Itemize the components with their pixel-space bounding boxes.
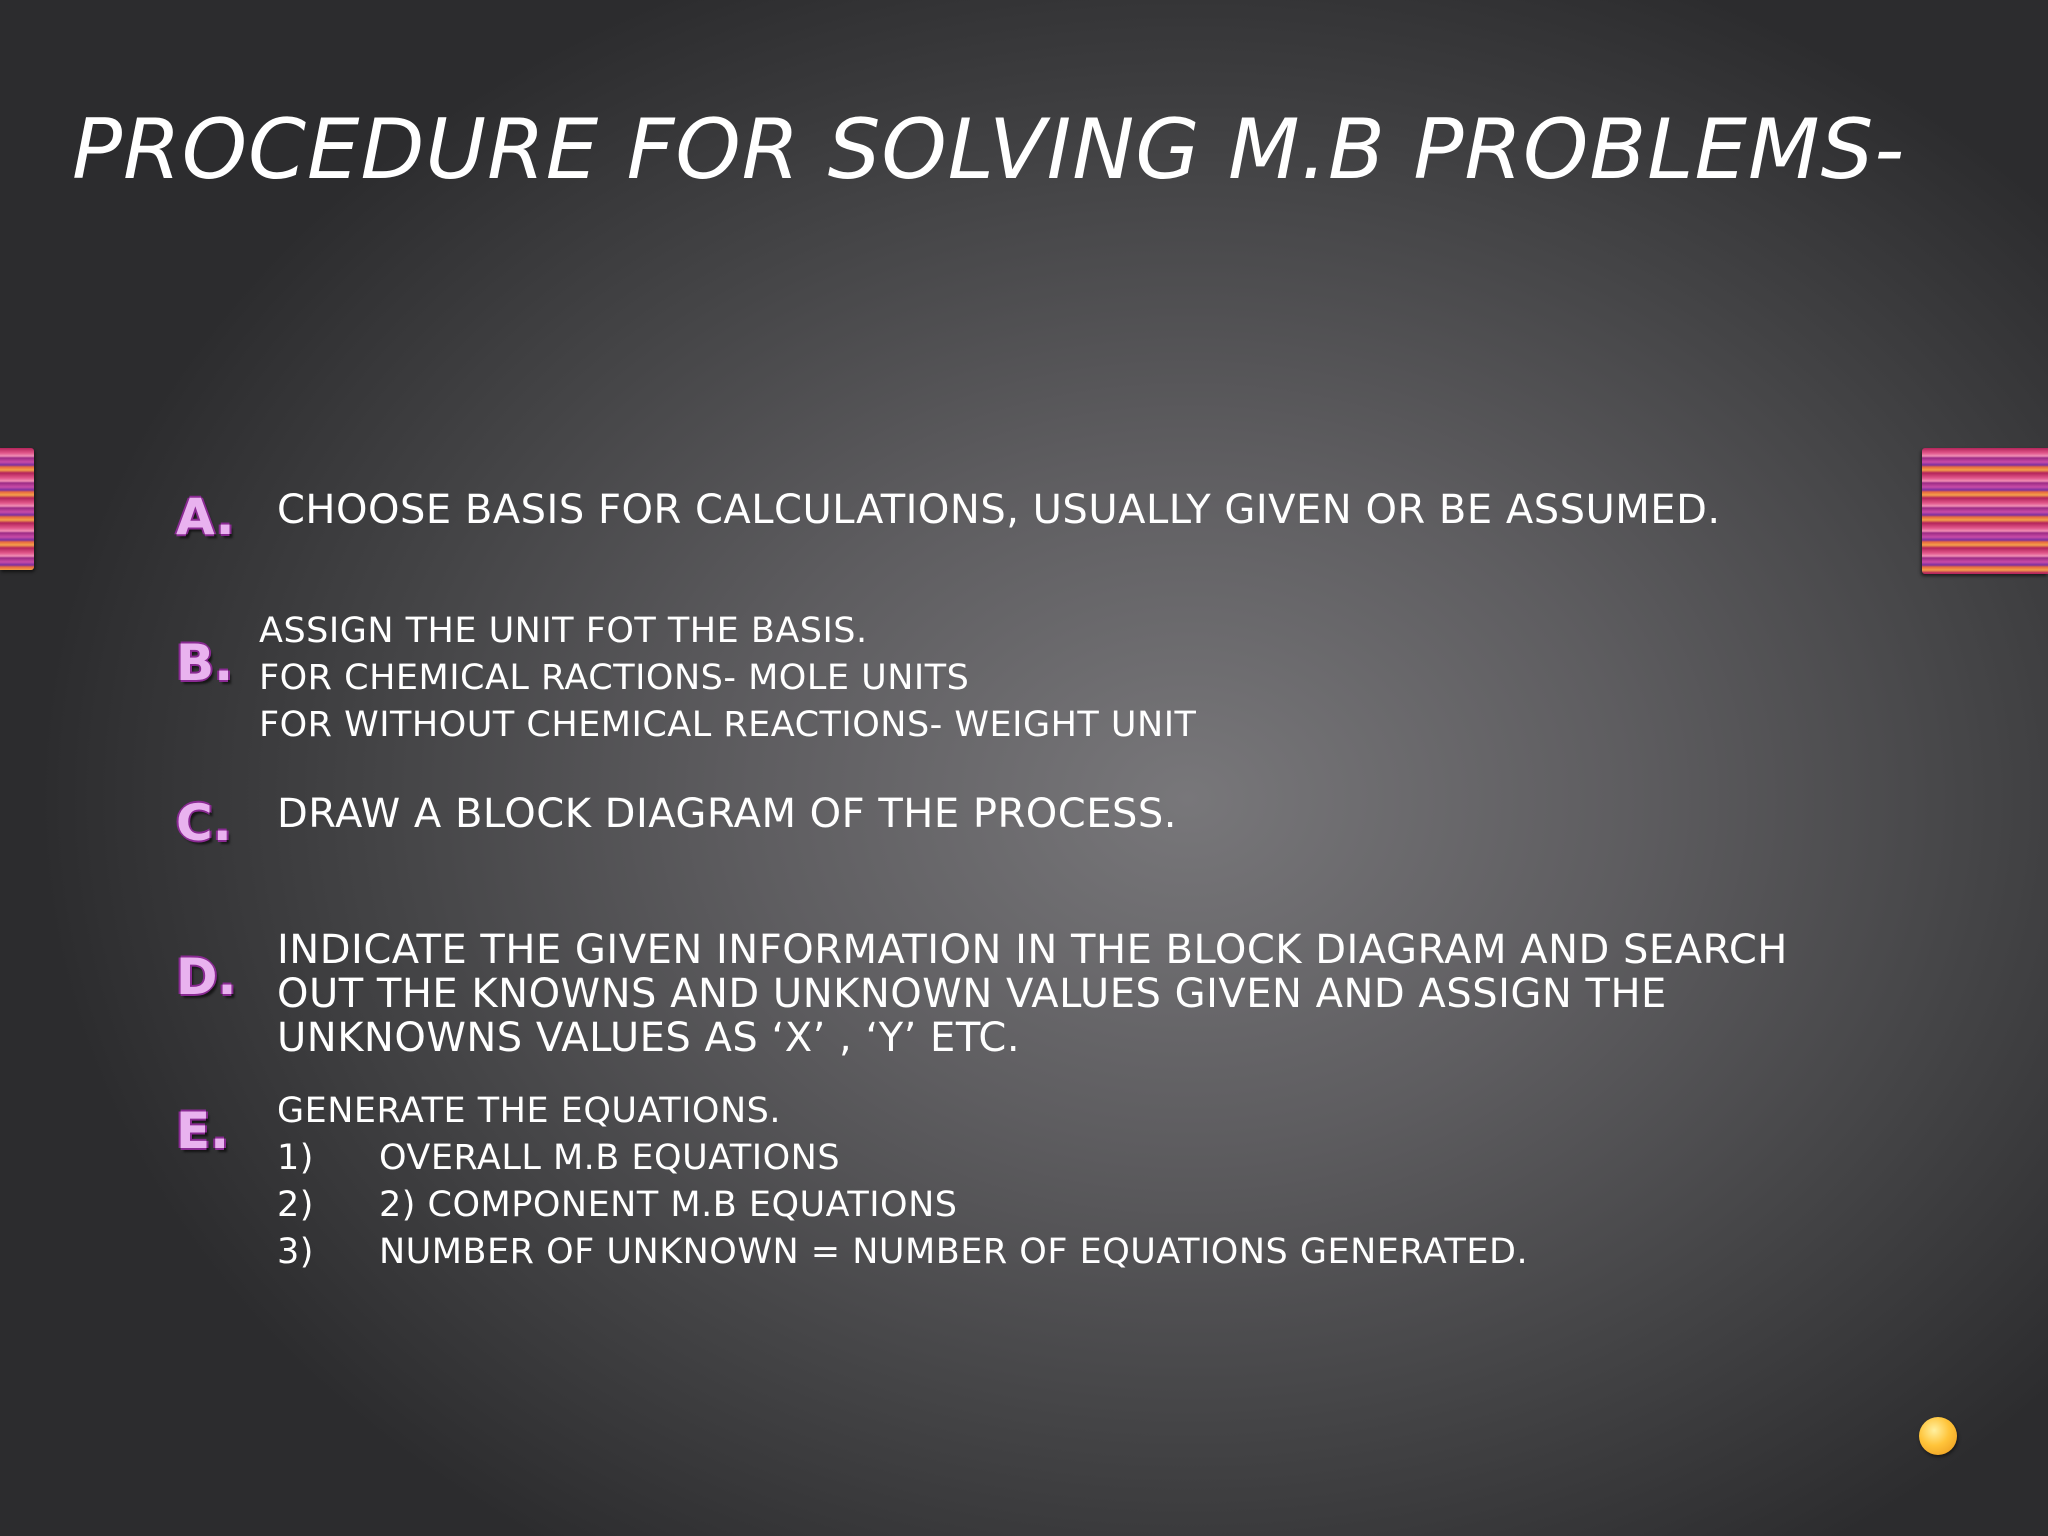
item-e-subitem-number: 2) <box>277 1185 314 1225</box>
item-e-subitem-text: 2) COMPONENT M.B EQUATIONS <box>379 1185 958 1225</box>
item-a-text <box>277 488 1721 532</box>
stripes-decoration-right-icon <box>1922 448 2048 574</box>
item-b-line-1: ASSIGN THE UNIT FOT THE BASIS. <box>259 611 868 651</box>
item-e-subitem-text: OVERALL M.B EQUATIONS <box>379 1138 841 1178</box>
item-e-subitem-text: NUMBER OF UNKNOWN = NUMBER OF EQUATIONS GENERATED. <box>379 1232 1529 1272</box>
item-b-marker: B. <box>176 634 234 692</box>
item-e-marker: E. <box>176 1102 230 1160</box>
slide-title: PROCEDURE FOR SOLVING M.B PROBLEMS- <box>72 101 1906 198</box>
stripes-decoration-left-icon <box>0 448 34 570</box>
item-e-subitem <box>277 1182 1528 1229</box>
item-d-line-1: INDICATE THE GIVEN INFORMATION IN THE BLOCK DIAGRAM AND SEARCH <box>277 927 1788 973</box>
item-a-line-1: CHOOSE BASIS FOR CALCULATIONS, USUALLY GIVEN OR BE ASSUMED. <box>277 487 1721 533</box>
item-d-line-3: UNKNOWNS VALUES AS ‘X’ , ‘Y’ ETC. <box>277 1015 1021 1061</box>
item-a-marker: A. <box>176 488 235 546</box>
item-b-line-2: FOR CHEMICAL RACTIONS- MOLE UNITS <box>259 658 970 698</box>
item-e-heading: GENERATE THE EQUATIONS. <box>277 1091 781 1131</box>
item-e-subitem-number: 3) <box>277 1232 314 1272</box>
item-d-line-2: OUT THE KNOWNS AND UNKNOWN VALUES GIVEN AND ASSIGN THE <box>277 971 1667 1017</box>
item-e-subitem <box>277 1229 1528 1276</box>
item-d-marker: D. <box>176 948 237 1006</box>
item-c-marker: C. <box>176 794 232 852</box>
item-c-line-1: DRAW A BLOCK DIAGRAM OF THE PROCESS. <box>277 791 1177 837</box>
item-e-text <box>277 1088 1528 1276</box>
item-c-text <box>277 792 1177 836</box>
item-b-line-3: FOR WITHOUT CHEMICAL REACTIONS- WEIGHT UNIT <box>259 705 1197 745</box>
orange-dot-icon[interactable] <box>1919 1417 1957 1455</box>
item-e-subitem-number: 1) <box>277 1138 314 1178</box>
item-e-subitem <box>277 1135 1528 1182</box>
item-d-text <box>277 928 1788 1060</box>
item-b-text <box>259 608 1196 749</box>
